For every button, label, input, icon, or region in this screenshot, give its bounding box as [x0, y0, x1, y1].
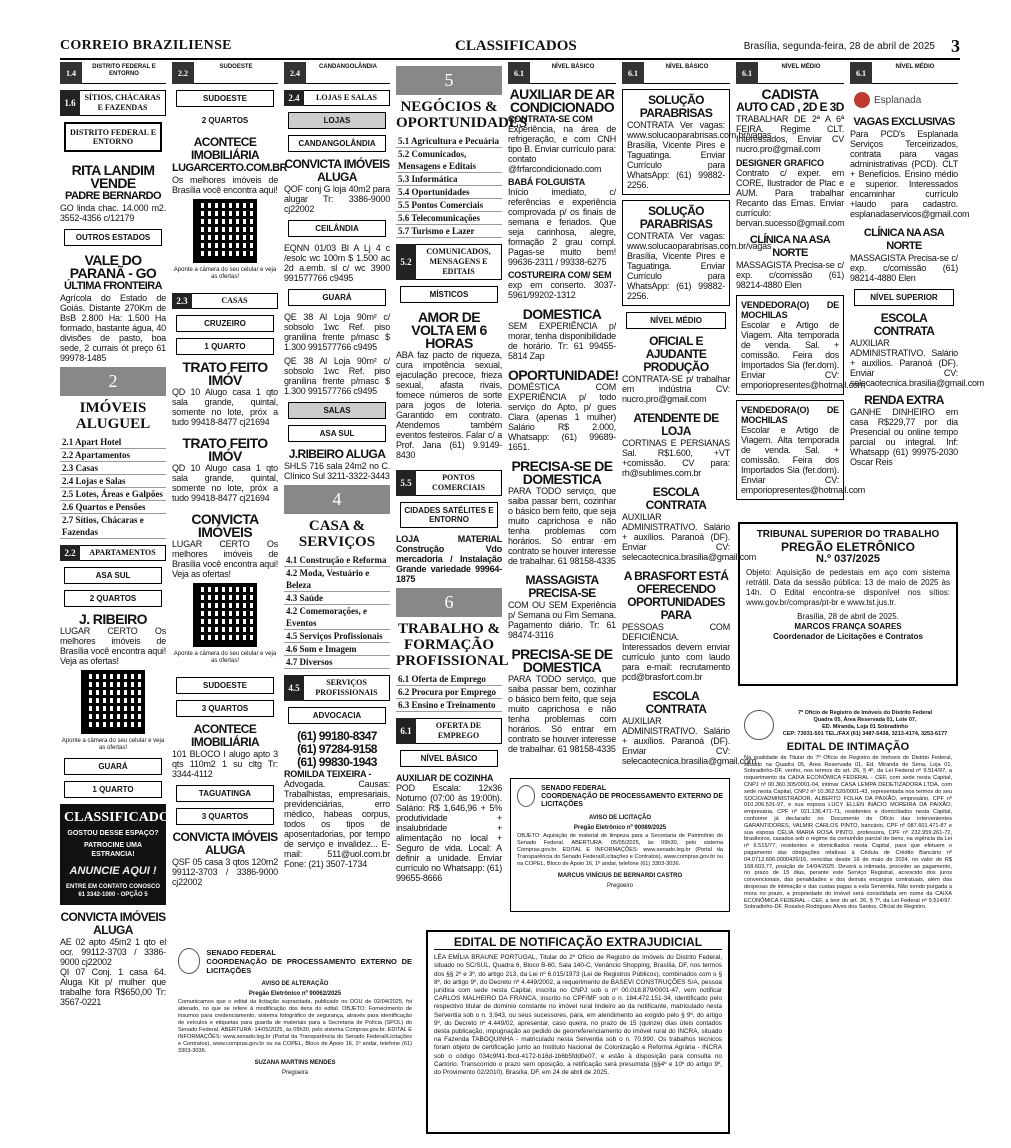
- category-number: 2.4: [284, 90, 304, 106]
- qr-code-icon[interactable]: [193, 199, 257, 263]
- notice-sub: Pregão Eletrônico nº 90089/2025: [573, 825, 667, 831]
- ad-body: COM OU SEM Experiência p/ Semana ou Fim Semana. Pagamento diário. Tr: 61 98474-3116: [508, 600, 616, 640]
- subsection-label: NÍVEL MÉDIO: [626, 312, 726, 329]
- ad-title: RITA LANDIM VENDE: [71, 162, 155, 191]
- tab-number: 2.2: [172, 62, 194, 84]
- ad-title: DESIGNER GRAFICO: [736, 158, 824, 168]
- newspaper-brand: CORREIO BRAZILIENSE: [60, 38, 232, 53]
- ad-box: [622, 200, 772, 306]
- category-bar: [172, 293, 278, 309]
- section-list: [284, 554, 390, 669]
- section-list-item: 5.3 Informática: [396, 173, 502, 186]
- category-label: APARTAMENTOS: [80, 545, 166, 561]
- seal-icon: [517, 785, 535, 807]
- ad-subtitle: ÚLTIMA FRONTEIRA: [64, 280, 162, 292]
- section-index: [60, 367, 166, 539]
- section-list-item: 5.4 Oportunidades: [396, 186, 502, 199]
- notice-body: Objeto: Aquisição de pedestais em aço com sistema retrátil. Data da sessão pública: 13 de maio de 2025 às 14h. O Edital encontra-se disponível nos sítios: www.gov.br/compras/pt-br e www.tst.jus.tr.: [746, 568, 950, 607]
- ad-body: MASSAGISTA Precisa-se c/ exp. c/comissão (61) 98214-4880 Elen: [736, 260, 844, 290]
- ad-body: AUXILIAR ADMINISTRATIVO. Salário + auxílios. Paranoá (DF). Enviar CV: selecaotecnica.brasilia@gmail.com: [622, 512, 757, 562]
- ad-title: VAGAS EXCLUSIVAS: [853, 116, 955, 128]
- registro-org: 7º Ofício de Registro de Imóveis do Distrito Federal: [797, 710, 933, 716]
- ad-body: POD Escala: 12x36 Noturno (07:00 às 19:00h). Salário: R$ 1.646,96 + 5% produtividade + insalubridade + alimentação no local + Seguro de vida. Local: A definir a unidade. Enviar currículo no Whatsapp: (61) 99655-8666: [396, 783, 502, 883]
- notice-title: EDITAL DE NOTIFICAÇÃO EXTRAJUDICIAL: [434, 938, 722, 950]
- subsection-label: OUTROS ESTADOS: [64, 229, 162, 246]
- section-list: [396, 135, 502, 238]
- page-number: 3: [951, 36, 960, 56]
- senado-org: SENADO FEDERAL: [206, 948, 276, 957]
- ad-box: [736, 295, 866, 395]
- ad-body: GO linda chac. 14.000 m2. 3552-4356 c/12179: [60, 203, 166, 223]
- subsection-label: SUDOESTE: [176, 90, 274, 107]
- registro-address: [778, 710, 952, 740]
- notice-signer: MARCOS FRANÇA SOARES: [794, 622, 902, 631]
- section-list: [60, 436, 166, 539]
- page-header: [60, 36, 960, 60]
- ad-body: SEM EXPERIÊNCIA p/ morar, tenha disponibilidade de horário. Tr: 61 99455-5814 Zap: [508, 321, 616, 361]
- column-6: [622, 62, 772, 766]
- ad-title: TRATO FEITO IMÓV: [182, 435, 268, 464]
- ad-body: CONTRATA Ver vagas: www.solucaoparabrisas.com.br/vagas Brasília, Vicente Pires e Taguatinga. Enviar Currículo para WhatsApp: (61) 99882-2256.: [627, 120, 772, 190]
- subsection-label: MÍSTICOS: [400, 286, 498, 303]
- registro-addr: ED. Miranda, Loja 01 Sobradinho: [822, 724, 908, 730]
- notice-signer: SUZANA MARTINS MENDES: [254, 1060, 336, 1066]
- category-label: OFERTA DE EMPREGO: [416, 718, 502, 744]
- column-tab: [508, 62, 616, 84]
- section-number: 2: [60, 367, 166, 396]
- notice-role: Pregoeira: [281, 1070, 308, 1076]
- ad-body: Agrícola do Estado de Goiás. Distante 270Km de BsB 2.800 Ha: 1.500 Ha formado, bastante água, 40 divisões de pasto, boa sede, 2 currais ót preço 61 99978-1485: [60, 293, 166, 363]
- ad-title: ESCOLA CONTRATA: [645, 485, 707, 512]
- section-heading: TRABALHO & FORMAÇÃO PROFISSIONAL: [396, 621, 509, 669]
- ad-title: CADISTA: [761, 86, 819, 102]
- subsection-label: 2 QUARTOS: [201, 116, 249, 125]
- senado-notice-2: [172, 942, 418, 1138]
- ad-body: MASSAGISTA Precisa-se c/ exp. c/comissão (61) 98214-4880 Elen: [850, 253, 958, 283]
- ad-body: CONTRATA-SE p/ trabalhar em indústria CV: nucro.pro@gmail.com: [622, 374, 730, 404]
- promo-tag: GOSTOU DESSE ESPAÇO?: [67, 830, 159, 837]
- category-bar: [284, 675, 390, 701]
- subsection-label: NÍVEL BÁSICO: [400, 750, 498, 767]
- section-list-item: 2.4 Lojas e Salas: [60, 475, 166, 488]
- section-list-item: 2.1 Apart Hotel: [60, 436, 166, 449]
- column-5: [508, 62, 619, 762]
- ad-body: LUGAR CERTO Os melhores imóveis de Brasília você encontra aqui! Veja as ofertas!: [60, 626, 166, 666]
- ad-subtitle: PADRE BERNARDO: [65, 190, 161, 202]
- section-list-item: 5.1 Agricultura e Pecuária: [396, 135, 502, 148]
- ad-body: LUGAR CERTO Os melhores imóveis de Brasília você encontra aqui! Veja as ofertas!: [172, 539, 278, 579]
- ad-body: 101 BLOCO I alugo apto 3 qts 110m2 1 su cltg Tr: 3344-4112: [172, 749, 278, 779]
- senado-org-block: [206, 948, 412, 975]
- ad-title: SOLUÇÃO PARABRISAS: [639, 93, 713, 120]
- ad-body: Os melhores imóveis de Brasília você encontra aqui!: [172, 175, 278, 195]
- ad-body: TRABALHAR DE 2ª A 6ª FEIRA. Regime CLT. Interessados, Enviar CV nucro.pro@gmail.com: [736, 114, 844, 154]
- notice-body: Na qualidade de Titular do 7º Ofício de Registro de Imóveis do Distrito Federal, situado na Quadra 05, Área Reservada 01, Ed. Miranda de Sena, Loja 01, Sobradinho-DF, venho, nos termos do art. 26, § 4º, da Lei Federal nº 9.514/97, a requerimento da CAIXA ECONÔMICA FEDERAL - CEF, com sede nesta Capital, CNPJ nº 00.360.305/0001-04, intimar CASA LEMPA DEDETIZADORA LTDA, com sede nesta Capital, CNPJ nº 10.362.520/0001-43, representada nos termos do seu SOCIO/ADMINISTRADOR, ALBERTO FOLHA DA PAIXÃO, empresário, CPF nº 010.206.531-97, e sua esposa LUCY ELLEN INÁCIO MOREIRA DA PAIXÃO, empresária, CPF nº 021.136.471-71, residentes e domiciliados nesta Capital, conforme já declarado no Documento de Ofício das intervenientes GARANTIDORES, VALMIR CARLOS PINTO, bancário, CPF nº 087.601.471-87 e sua esposa CÉLIA MARIA ROSA PINTO, professora, CPF nº 232.959.261-72, brasileiros, casados sob o regime da comunhão parcial de bens, na vigência da Lei nº 6.515/77, residentes e domiciliados nesta Capital, para que efetuem o pagamento das obrigações relativas à Cédula de Crédito Bancário nº 04.0712.606.0000426/16, vencidas desde 16 de maio de 2024, no valor de R$ 168.603,77, posição de 14/04/2025. Deverá a intimada, proceder ao pagamento, no prazo de 15 dias, perante este Serviço Registral, acrescido dos juros convencionais, das penalidades e dos demais encargos contratuais, além das despesas de intimação e das custas pagas a esta Serventia. Não sendo purgada a mora no prazo, a propriedade do imóvel será consolidada em nome da CAIXA ECONÔMICA FEDERAL - CEF, a teor do art. 26, § 7º, da Lei Federal nº 9.514/97. Sobradinho-DF, Rosalvo Rodrigues Alves dos Santos, Oficial de Registro.: [744, 754, 952, 911]
- notice-title: AVISO DE LICITAÇÃO: [588, 815, 652, 821]
- subsection-label: GUARÁ: [64, 758, 162, 775]
- ad-title: COSTUREIRA COM/ SEM: [508, 270, 612, 280]
- column-tab: [172, 62, 278, 84]
- category-number: 2.3: [172, 293, 192, 309]
- subsection-label: CRUZEIRO: [176, 315, 274, 332]
- ad-body: AUXILIAR ADMINISTRATIVO. Salário + auxílios. Paranoá (DF). Enviar CV: selecaotecnica.brasilia@gmail.com: [622, 716, 757, 766]
- tab-number: 1.4: [60, 62, 82, 84]
- section-heading: IMÓVEIS ALUGUEL: [75, 400, 151, 432]
- ad-title: VENDEDORA(O) DE MOCHILAS: [741, 300, 839, 320]
- section-list-item: 4.1 Construção e Reforma: [284, 554, 390, 567]
- subsection-label: ADVOCACIA: [288, 707, 386, 724]
- registro-addr: Quadra 05, Área Reservada 01, Lote 07,: [813, 717, 917, 723]
- tab-number: 6.1: [736, 62, 758, 84]
- ad-body: CONTRATA Ver vagas: www.solucaoparabrisas.com.br/vagas Brasília, Vicente Pires e Taguatinga. Enviar Currículo para WhatsApp: (61) 99882-2256.: [627, 231, 772, 301]
- subsection-label: LOJAS: [288, 112, 386, 129]
- ad-title: CLÍNICA NA ASA NORTE: [863, 227, 945, 252]
- column-tab: [736, 62, 844, 84]
- subsection-label: GUARÁ: [288, 289, 386, 306]
- subsection-label: SUDOESTE: [176, 677, 274, 694]
- ad-box: [736, 400, 866, 500]
- category-number: 5.5: [396, 470, 416, 496]
- senado-org-block: [541, 785, 723, 809]
- category-label: LOJAS E SALAS: [304, 90, 390, 106]
- column-8: [850, 62, 985, 482]
- senado-dept: COORDENAÇÃO DE PROCESSAMENTO EXTERNO DE LICITAÇÕES: [206, 957, 412, 975]
- senado-header: [178, 948, 412, 975]
- tab-label: NÍVEL MÉDIO: [758, 62, 844, 84]
- tab-number: 6.1: [850, 62, 872, 84]
- subsection-label: TAGUATINGA: [176, 785, 274, 802]
- ad-title: ESCOLA CONTRATA: [645, 689, 707, 716]
- senado-notice-1: [510, 778, 730, 912]
- section-list-item: 5.5 Pontos Comerciais: [396, 199, 502, 212]
- qr-caption: Aponte a câmera do seu celular e veja as ofertas!: [173, 651, 277, 664]
- ad-title: J. RIBEIRO: [79, 611, 147, 627]
- ad-body: DOMÉSTICA COM EXPERIÊNCIA p/ todo serviço do Apto, p/ gues Clara (apenas 1 mulher) Salário R$ 2.000, Whatsapp: (61) 99689-1651.: [508, 382, 616, 452]
- tab-label: SUDOESTE: [194, 62, 278, 84]
- logo-text: Esplanada: [874, 94, 922, 106]
- section-list-item: 5.2 Comunicados, Mensagens e Editais: [396, 148, 502, 173]
- promo-cta: ANUNCIE AQUI !: [69, 865, 157, 877]
- subsection-label: DISTRITO FEDERAL E ENTORNO: [64, 122, 162, 152]
- notice-role: Coordenador de Licitações e Contratos: [773, 632, 923, 641]
- category-bar: [396, 470, 502, 496]
- section-list-item: 4.5 Serviços Profissionais: [284, 630, 390, 643]
- senado-org: SENADO FEDERAL: [541, 785, 607, 792]
- ad-title: AMOR DE VOLTA EM 6 HORAS: [411, 309, 487, 351]
- ad-body: Escolar e Artigo de Viagem. Alta temporada de venda. Sal. + comissão. Feira dos Importados Sia (fer.dom). Enviar CV: emporiopresentes@hotmail.com: [741, 320, 866, 390]
- category-number: 2.2: [60, 545, 80, 561]
- ad-body: AE 02 apto 45m2 1 qto el ocr. 99112-3703 / 3386-9000 cj22002: [60, 937, 166, 967]
- ad-body: QD 10 Alugo casa 1 qto sala grande, quintal, somente no lote, próx a tudo 99418-8477 cj21694: [172, 463, 278, 503]
- ad-title: VENDEDORA(O) DE MOCHILAS: [741, 405, 839, 425]
- ad-body: QOF conj G loja 40m2 para alugar Tr: 3386-9000 cj22002: [284, 184, 390, 214]
- category-number: 1.6: [60, 90, 80, 116]
- ad-body: ABA faz pacto de riqueza, cura impotência sexual, ejaculação precoce, frieza sexual, afasta rivais, fornece números de sorte para jogos de loteria. Garantido em contrato. Atendemos também eventos festeiros. Falar c/ a Prof. Jana (61) 9.9149-8430: [396, 350, 502, 460]
- category-bar: [396, 718, 502, 744]
- ad-body: CORTINAS E PERSIANAS Sal. R$1.600, +VT +comissão. CV para: rh@sublimes.com.br: [622, 438, 730, 478]
- ad-body: PARA TODO serviço, que saiba passar bem, cozinhar o básico bem feito, que seja muito caprichosa e não tenha problemas com horários. Só entrar em contrato se houver interesse de trabalhar. 61 98158-4335: [508, 674, 616, 754]
- section-heading: NEGÓCIOS & OPORTUNIDADES: [396, 99, 528, 131]
- notice-body: OBJETO: Aquisição de material de limpeza para a Secretaria de Patrimônio do Senado Federal. ABERTURA: 05/05/2025, às 09h30, pelo sistema Compras.gov.br. EDITAL E INFORMAÇÕES: www.senado.leg.br (Portal da Transparência do Senado Federal/Licitações e Contratos), www.compras.gov.br ou na COPEL, Bloco de Apoio 16, 1º andar, telefone (61) 3303-3036.: [517, 833, 723, 867]
- notice-role: Pregoeiro: [606, 883, 633, 889]
- ad-body: LOJA MATERIAL Construção Vdo mercadoria / Instalação Grande variedade 99964-1875: [396, 534, 502, 584]
- ad-title: TRATO FEITO IMÓV: [182, 359, 268, 388]
- ad-title: OFICIAL E AJUDANTE PRODUÇÃO: [643, 334, 709, 374]
- notice-body: LÉA EMÍLIA BRAUNE PORTUGAL, Titular do 2º Ofício de Registro de Imóveis do Distrito Federal, situado no SC/SUL, Quadra 6, Bloco B-60, Sala 140-C, Venâncio Shopping, Brasília, DF, nos termos dos §§ 2º e 3º, do artigo 213, da Lei nº 6.015/1973 (Lei de Registros Públicos), combinados com o § 8º, do artigo 9º, do Decreto nº 4.449/2002, a requerimento de BASEVI CONSTRUÇÕES S/A, pessoa jurídica com sede nesta Capital, inscrita no CNPJ sob o nº 00.018.879/0001-47, vem notificar CARLOS MALHEIRO DA FRANCA, inscrito no CPF/MF sob o n. 184.472.151-34, identificado pelo respectivo titular de domínio constante no imóvel rural lindeiro ao da notificante, matriculado nesta Serventia sob o n. 3.943, ou seus sucessores, para, em atendimento ao exigido pelo § 9º, do artigo 9º, do Decreto nº 4.449/02, apresentar, caso queira, no prazo de 15 (quinze) dias úteis contados desta publicação, impugnação ao pedido de georreferenciamento do imóvel rural do INCRA, situado na Fazenda TABOQUINHA - matriculado nesta Serventia sob o n. 70.990. Os trabalhos técnicos foram objeto de certificação junto ao Instituto Nacional de Colonização e Reforma Agrária - INCRA sob o código 034c9f41-fbcd-4172-b16d-1b6b5fdd0e07, e estão à disposição para consulta no Cartório. Transcorrido o prazo sem oposição, a retificação será presumida (§§4º e 10º do artigo 9º, do Provimento 02/2010). Brasília, DF, em 24 de abril de 2025.: [434, 954, 722, 1077]
- section-list-item: 4.2 Comemorações, e Eventos: [284, 605, 390, 630]
- notice-title: PREGÃO ELETRÔNICO: [780, 540, 915, 554]
- ad-subtitle: CONTRATA-SE COM: [508, 114, 593, 124]
- notice-body: Comunicamos que o edital da licitação supracitada, publicado no DOU de 02/04/2025, foi alterado, no que se refere à modificação dos itens do edital. OBJETO: Fornecimento de insumos para credenciamento, sistema fotográfico de segurança, através para identificação de veículos e etiquetas para guarda de materiais para a Secretaria de Polícia (SPOL) do Senado Federal. ABERTURA: 14/05/2025, às 09h30, pelo sistema Compras.gov.br. EDITAL E INFORMAÇÕES: www.senado.leg.br (Portal da Transparência do Senado Federal/Licitações e Contratos), www.compras.gov.br ou na COPEL, Bloco de Apoio 16, 1º andar, telefone (61) 3303-3036.: [178, 999, 412, 1054]
- subsection-label: 3 QUARTOS: [176, 700, 274, 717]
- ad-subtitle: AUTO CAD , 2D E 3D: [736, 100, 844, 114]
- registro-addr: CEP: 73031-501 TEL./FAX (61) 3487-5438, 3213-4174, 3253-6177: [782, 731, 948, 737]
- category-label: SÍTIOS, CHÁCARAS E FAZENDAS: [80, 90, 166, 116]
- tab-label: CANDANGOLÂNDIA: [306, 62, 390, 84]
- notice-sub: Pregão Eletrônico nº 90062/2025: [248, 991, 342, 997]
- subsection-label: 1 QUARTO: [64, 781, 162, 798]
- esplanada-logo: [854, 92, 954, 108]
- ad-phone: (61) 99830-1943: [297, 755, 377, 769]
- category-number: 5.2: [396, 244, 416, 280]
- section-list: [396, 673, 502, 712]
- category-label: PONTOS COMERCIAIS: [416, 470, 502, 496]
- section-number: 4: [284, 485, 390, 514]
- column-1: [60, 62, 178, 1142]
- column-7: [736, 62, 866, 495]
- ad-body: exp em conserto. 3037-5961/99202-1312: [508, 280, 616, 300]
- subsection-label: CEILÂNDIA: [288, 220, 386, 237]
- ad-title: CONVICTA IMÓVEIS ALUGA: [172, 830, 278, 857]
- subsection-label: 3 QUARTOS: [176, 808, 274, 825]
- tab-label: DISTRITO FEDERAL E ENTORNO: [82, 62, 166, 84]
- notice-title: EDITAL DE INTIMAÇÃO: [786, 741, 910, 753]
- ad-body: Para PCD's Esplanada Serviços Terceirizados, contrata para vagas administrativas (PCD). CLT + Benefícios. Ensino médio e superior. Interessados encaminhar currículo +laudo para cadastro. esplanadaservicos@gmail.com: [850, 129, 970, 219]
- ad-body: QSF 05 casa 3 qtos 120m2 99112-3703 / 3386-9000 cj22002: [172, 857, 278, 887]
- section-list-item: 2.2 Apartamentos: [60, 449, 166, 462]
- ad-title: OPORTUNIDADE!: [508, 367, 619, 383]
- seal-icon: [744, 710, 774, 740]
- subsection-label: NÍVEL SUPERIOR: [854, 289, 954, 306]
- category-number: 6.1: [396, 718, 416, 744]
- qr-code-icon[interactable]: [81, 670, 145, 734]
- ad-title: RENDA EXTRA: [864, 393, 944, 407]
- ad-body: PARA TODO serviço, que saiba passar bem, cozinhar o básico bem feito, que seja muito caprichosa e não tenha problemas com horários. Só entrar em contrato se houver interesse de trabalhar. 61 98158-4335: [508, 486, 616, 566]
- subsection-label: ASA SUL: [64, 567, 162, 584]
- column-tab: [60, 62, 166, 84]
- ad-body: QE 38 Al Loja 90m² c/ sobsolo 1wc Ref. piso granilina frente p/masc $ 1.300 991577766 c9495: [284, 356, 390, 396]
- section-list-item: 2.3 Casas: [60, 462, 166, 475]
- section-list-item: 5.6 Telecomunicações: [396, 212, 502, 225]
- section-index: [396, 588, 509, 712]
- ad-title: A BRASFORT ESTÁ OFERECENDO OPORTUNIDADES PARA: [623, 569, 729, 622]
- notice-number: N.º 037/2025: [816, 553, 880, 565]
- ad-body: SHLS 716 sala 24m2 no C. Clínico Sul 3211-3322-3443: [284, 461, 390, 481]
- column-tab: [850, 62, 958, 84]
- section-heading: CASA & SERVIÇOS: [298, 518, 376, 550]
- ad-phone: (61) 97284-9158: [297, 742, 377, 756]
- registro-notice: [738, 704, 958, 1136]
- ad-title: MASSAGISTA PRECISA-SE: [525, 573, 599, 600]
- qr-code-icon[interactable]: [193, 583, 257, 647]
- ad-title: ACONTECE IMOBILIÁRIA: [190, 722, 260, 749]
- section-list-item: 4.3 Saúde: [284, 592, 390, 605]
- category-bar: [284, 90, 390, 106]
- tab-label: NÍVEL BÁSICO: [644, 62, 730, 84]
- senado-header: [517, 785, 723, 809]
- ad-body: EQNN 01/03 Bl A Lj 4 c /esolc wc 100m $ 1.500 ac 2d a.emb. sl c/ wc 3900 991577766 c9495: [284, 243, 390, 283]
- notice-org: TRIBUNAL SUPERIOR DO TRABALHO: [756, 529, 940, 540]
- ad-title: AUXILIAR DE COZINHA: [396, 773, 494, 783]
- section-list-item: 2.7 Sítios, Chácaras e Fazendas: [60, 514, 166, 539]
- section-list-item: 4.7 Diversos: [284, 656, 390, 669]
- ad-body: QI 07 Conj. 1 casa 64. Aluga Kit p/ mulher que trabalhe fora R$650,00 Tr: 3567-0221: [60, 967, 166, 1007]
- section-index: [284, 485, 390, 669]
- section-title: CLASSIFICADOS: [455, 38, 577, 54]
- column-3: [284, 62, 390, 869]
- seal-icon: [178, 948, 200, 974]
- ad-body: Experiência, na área de refrigeração, e com CNH tipo B. Enviar currículo para: contato @frfarcondicionado.com: [508, 124, 616, 174]
- promo-banner: [60, 804, 178, 905]
- notice-title: AVISO DE ALTERAÇÃO: [261, 981, 329, 987]
- section-list-item: 6.3 Ensino e Treinamento: [396, 699, 502, 712]
- logo-icon: [854, 92, 870, 108]
- ad-title: ATENDENTE DE LOJA: [633, 411, 719, 438]
- notice-signer: MARCUS VINÍCIUS DE BERNARDI CASTRO: [557, 873, 683, 879]
- tab-number: 6.1: [622, 62, 644, 84]
- ad-title: ROMILDA TEIXEIRA -: [284, 769, 372, 779]
- ad-title: AUXILIAR DE AR CONDICIONADO: [509, 86, 615, 115]
- ad-title: SOLUÇÃO PARABRISAS: [639, 204, 713, 231]
- ad-title: PRECISA-SE DE DOMESTICA: [511, 646, 613, 675]
- category-bar: [60, 90, 166, 116]
- ad-title: CONVICTA IMÓVEIS ALUGA: [60, 910, 166, 937]
- tab-label: NÍVEL BÁSICO: [530, 62, 616, 84]
- tab-number: 2.4: [284, 62, 306, 84]
- section-number: 6: [396, 588, 502, 617]
- category-bar: [396, 244, 502, 280]
- ad-body: Advogada. Causas: Trabalhistas, empresariais, previdenciárias, erro médico, habeas corpus, todos os tipos de aposentadorias, por tempo de serviço e invalidez... E-mail: 511@uol.com.br Fone: (21) 3507-1734: [284, 779, 390, 869]
- ad-body: Contrato c/ exper. em CORE, Ilustrador de Plac e AUM. Para trabalhar Recanto das Emas. Enviar currículo: bervan.sucesso@gmail.com: [736, 168, 845, 228]
- category-label: SERVIÇOS PROFISSIONAIS: [304, 675, 390, 701]
- section-list-item: 4.6 Som e Imagem: [284, 643, 390, 656]
- subsection-label: SALAS: [288, 402, 386, 419]
- column-4: [396, 62, 528, 883]
- section-list-item: 2.6 Quartos e Pensões: [60, 501, 166, 514]
- ad-body: QD 10 Alugo casa 1 qto sala grande, quintal, somente no lote, próx a tudo 99418-8477 cj21694: [172, 387, 278, 427]
- ad-title: ACONTECE IMOBILIÁRIA: [190, 135, 260, 162]
- edital-notice: [426, 930, 730, 1134]
- ad-subtitle: LUGARCERTO.COM.BR: [172, 162, 287, 174]
- ad-title: J.RIBEIRO ALUGA: [288, 447, 386, 461]
- qr-caption: Aponte a câmera do seu celular e veja as ofertas!: [61, 738, 165, 751]
- ad-title: BABÁ FOLGUISTA: [508, 177, 586, 187]
- subsection-label: ASA SUL: [288, 425, 386, 442]
- subsection-label: 1 QUARTO: [176, 338, 274, 355]
- senado-dept: COORDENAÇÃO DE PROCESSAMENTO EXTERNO DE LICITAÇÕES: [541, 793, 723, 808]
- ad-title: ESCOLA CONTRATA: [873, 311, 935, 338]
- promo-title: CLASSIFICADOS: [64, 810, 178, 825]
- category-label: COMUNICADOS, MENSAGENS E EDITAIS: [416, 244, 502, 280]
- ad-phone: (61) 99180-8347: [297, 729, 377, 743]
- ad-title: DOMESTICA: [522, 306, 602, 322]
- category-number: 4.5: [284, 675, 304, 701]
- tst-notice: [738, 522, 958, 686]
- ad-body: Escolar e Artigo de Viagem. Alta temporada de venda. Sal. + comissão. Feira dos Importados Sia (fer.dom). Enviar CV: emporiopresentes@hotmail.com: [741, 425, 866, 495]
- column-tab: [284, 62, 390, 84]
- subsection-label: 2 QUARTOS: [64, 590, 162, 607]
- promo-contact: ENTRE EM CONTATO CONOSCO 61 3342-1000 - OPÇÃO 5: [65, 884, 160, 898]
- ad-title: VALE DO PARANÃ - GO: [69, 252, 157, 281]
- promo-line: PATROCINE UMA ESTRANCIA!: [83, 842, 143, 858]
- ad-title: CONVICTA IMÓVEIS: [191, 511, 259, 540]
- category-bar: [60, 545, 166, 561]
- ad-body: Início imediato, c/ referências e experiência comprovada p/ os finais de semana e feriados. Que seja carinhosa, alegre, formação 2 grau compl. Pagas-se muito bem! 99636-2311 / 99338-6275: [508, 187, 616, 267]
- ad-box: [622, 89, 772, 195]
- ad-title: CLÍNICA NA ASA NORTE: [749, 234, 831, 259]
- section-list-item: 6.1 Oferta de Emprego: [396, 673, 502, 686]
- section-list-item: 5.7 Turismo e Lazer: [396, 225, 502, 238]
- column-tab: [622, 62, 730, 84]
- issue-date: Brasília, segunda-feira, 28 de abril de 2025: [743, 41, 935, 52]
- ad-body: PESSOAS COM DEFICIÊNCIA. Interessados devem enviar currículo junto com laudo para e-mail: recrutamento pcd@brasfort.com.br: [622, 622, 730, 682]
- subsection-label: CIDADES SATÉLITES E ENTORNO: [400, 502, 498, 528]
- section-list-item: 4.2 Moda, Vestuário e Beleza: [284, 567, 390, 592]
- ad-body: QE 38 Al Loja 90m² c/ sobsolo 1wc Ref. piso granilina frente p/masc $ 1.300 991577766 c9495: [284, 312, 390, 352]
- category-label: CASAS: [192, 293, 278, 309]
- tab-number: 6.1: [508, 62, 530, 84]
- ad-title: PRECISA-SE DE DOMESTICA: [511, 458, 613, 487]
- tab-label: NÍVEL MÉDIO: [872, 62, 958, 84]
- subsection-label: CANDANGOLÂNDIA: [288, 135, 386, 152]
- ad-body: GANHE DINHEIRO em casa R$229,77 por dia Presencial ou online tempo parcial ou integral. Inf: Whatsapp (61) 99975-2030 Oscar Reis: [850, 407, 958, 467]
- notice-date: Brasília, 28 de abril de 2025.: [797, 612, 899, 621]
- ad-body: AUXILIAR ADMINISTRATIVO. Salário + auxílios. Paranoá (DF). Enviar CV: selecaotecnica.brasilia@gmail.com: [850, 338, 985, 388]
- section-number: 5: [396, 66, 502, 95]
- section-list-item: 6.2 Procura por Emprego: [396, 686, 502, 699]
- ad-title: CONVICTA IMÓVEIS ALUGA: [284, 157, 390, 184]
- registro-header: [744, 710, 952, 740]
- qr-caption: Aponte a câmera do seu celular e veja as ofertas!: [173, 267, 277, 280]
- section-list-item: 2.5 Lotes, Áreas e Galpões: [60, 488, 166, 501]
